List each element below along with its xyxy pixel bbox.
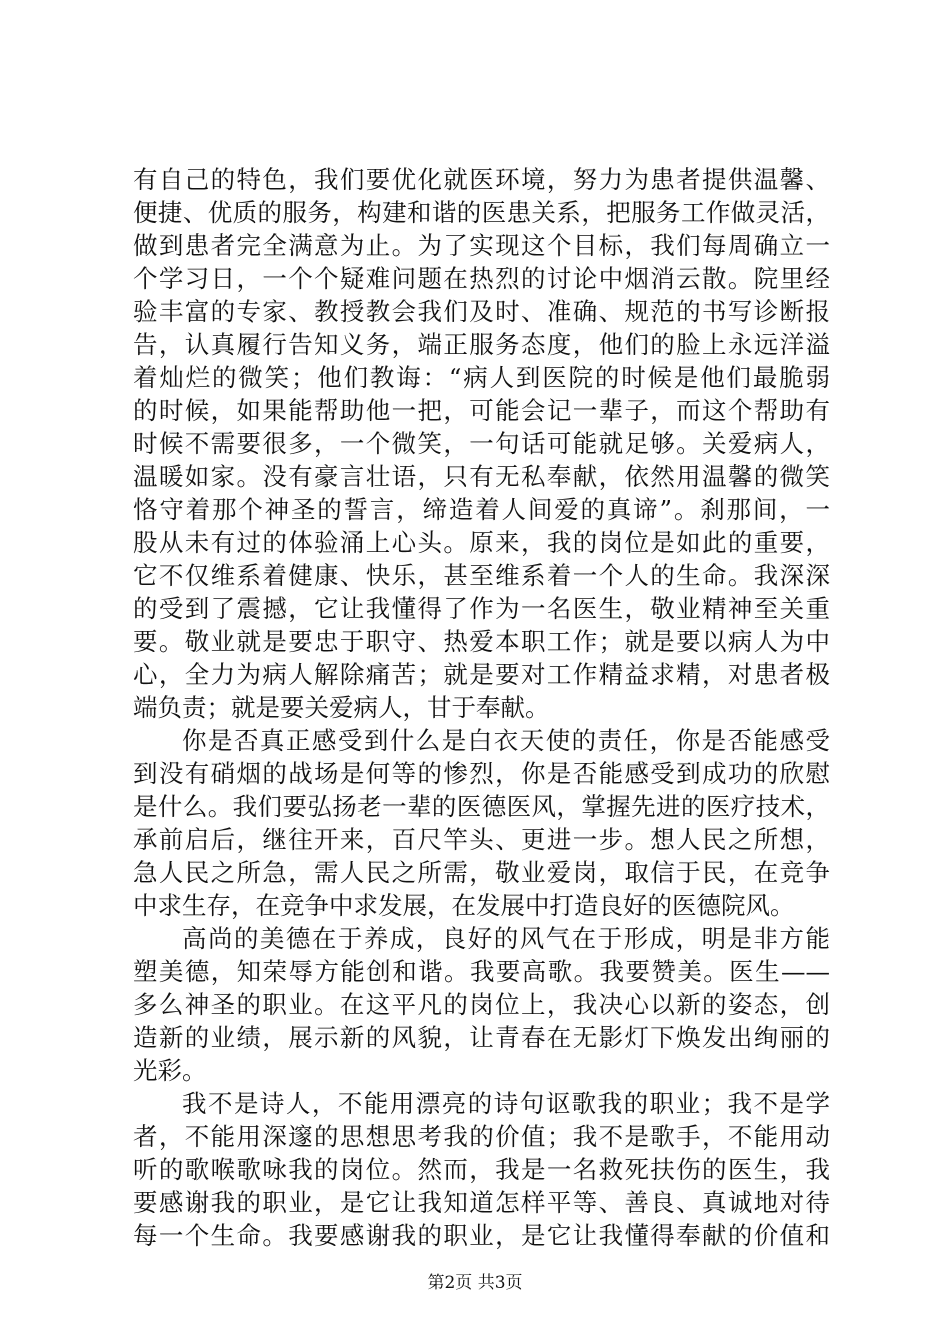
text-line: 个学习日，一个个疑难问题在热烈的讨论中烟消云散。院里经	[133, 264, 830, 293]
text-line: 塑美德，知荣辱方能创和谐。我要高歌。我要赞美。医生——	[133, 957, 830, 986]
text-line: 到没有硝烟的战场是何等的惨烈，你是否能感受到成功的欣慰	[133, 759, 830, 788]
text-line: 者，不能用深邃的思想思考我的价值；我不是歌手，不能用动	[133, 1122, 830, 1151]
text-line: 听的歌喉歌咏我的岗位。然而，我是一名救死扶伤的医生，我	[133, 1155, 830, 1184]
text-line: 心，全力为病人解除痛苦；就是要对工作精益求精，对患者极	[133, 660, 830, 689]
text-line: 光彩。	[133, 1056, 207, 1085]
text-line: 端负责；就是要关爱病人，甘于奉献。	[133, 693, 550, 722]
text-line: 时候不需要很多，一个微笑，一句话可能就足够。关爱病人，	[133, 429, 830, 458]
text-line: 的受到了震撼，它让我懂得了作为一名医生，敬业精神至关重	[133, 594, 830, 623]
text-line: 的时候，如果能帮助他一把，可能会记一辈子，而这个帮助有	[133, 396, 830, 425]
text-line: 着灿烂的微笑；他们教诲：“病人到医院的时候是他们最脆弱	[133, 363, 830, 392]
text-line: 急人民之所急，需人民之所需，敬业爱岗，取信于民，在竞争	[133, 858, 830, 887]
body-text	[133, 163, 830, 1252]
text-line: 我不是诗人，不能用漂亮的诗句讴歌我的职业；我不是学	[182, 1089, 830, 1118]
text-line: 承前启后，继往开来，百尺竿头、更进一步。想人民之所想，	[133, 825, 830, 854]
text-line: 恪守着那个神圣的誓言，缔造着人间爱的真谛”。刹那间，一	[133, 495, 830, 524]
text-line: 温暖如家。没有豪言壮语，只有无私奉献，依然用温馨的微笑	[133, 462, 830, 491]
text-line: 做到患者完全满意为止。为了实现这个目标，我们每周确立一	[133, 231, 830, 260]
page-footer: 第2页 共3页	[427, 1273, 523, 1293]
text-line: 你是否真正感受到什么是白衣天使的责任，你是否能感受	[182, 726, 830, 755]
text-line: 是什么。我们要弘扬老一辈的医德医风，掌握先进的医疗技术，	[133, 792, 830, 821]
text-line: 告，认真履行告知义务，端正服务态度，他们的脸上永远洋溢	[133, 330, 830, 359]
text-line: 中求生存，在竞争中求发展，在发展中打造良好的医德院风。	[133, 891, 795, 920]
text-line: 便捷、优质的服务，构建和谐的医患关系，把服务工作做灵活，	[133, 198, 830, 227]
text-line: 要感谢我的职业，是它让我知道怎样平等、善良、真诚地对待	[133, 1188, 830, 1217]
text-line: 高尚的美德在于养成，良好的风气在于形成，明是非方能	[182, 924, 830, 953]
text-line: 多么神圣的职业。在这平凡的岗位上，我决心以新的姿态，创	[133, 990, 830, 1019]
text-line: 它不仅维系着健康、快乐，甚至维系着一个人的生命。我深深	[133, 561, 830, 590]
text-line: 验丰富的专家、教授教会我们及时、准确、规范的书写诊断报	[133, 297, 830, 326]
text-line: 有自己的特色，我们要优化就医环境，努力为患者提供温馨、	[133, 165, 830, 194]
text-line: 造新的业绩，展示新的风貌，让青春在无影灯下焕发出绚丽的	[133, 1023, 830, 1052]
text-line: 每一个生命。我要感谢我的职业，是它让我懂得奉献的价值和	[133, 1221, 830, 1250]
text-line: 股从未有过的体验涌上心头。原来，我的岗位是如此的重要，	[133, 528, 830, 557]
text-line: 要。敬业就是要忠于职守、热爱本职工作；就是要以病人为中	[133, 627, 830, 656]
